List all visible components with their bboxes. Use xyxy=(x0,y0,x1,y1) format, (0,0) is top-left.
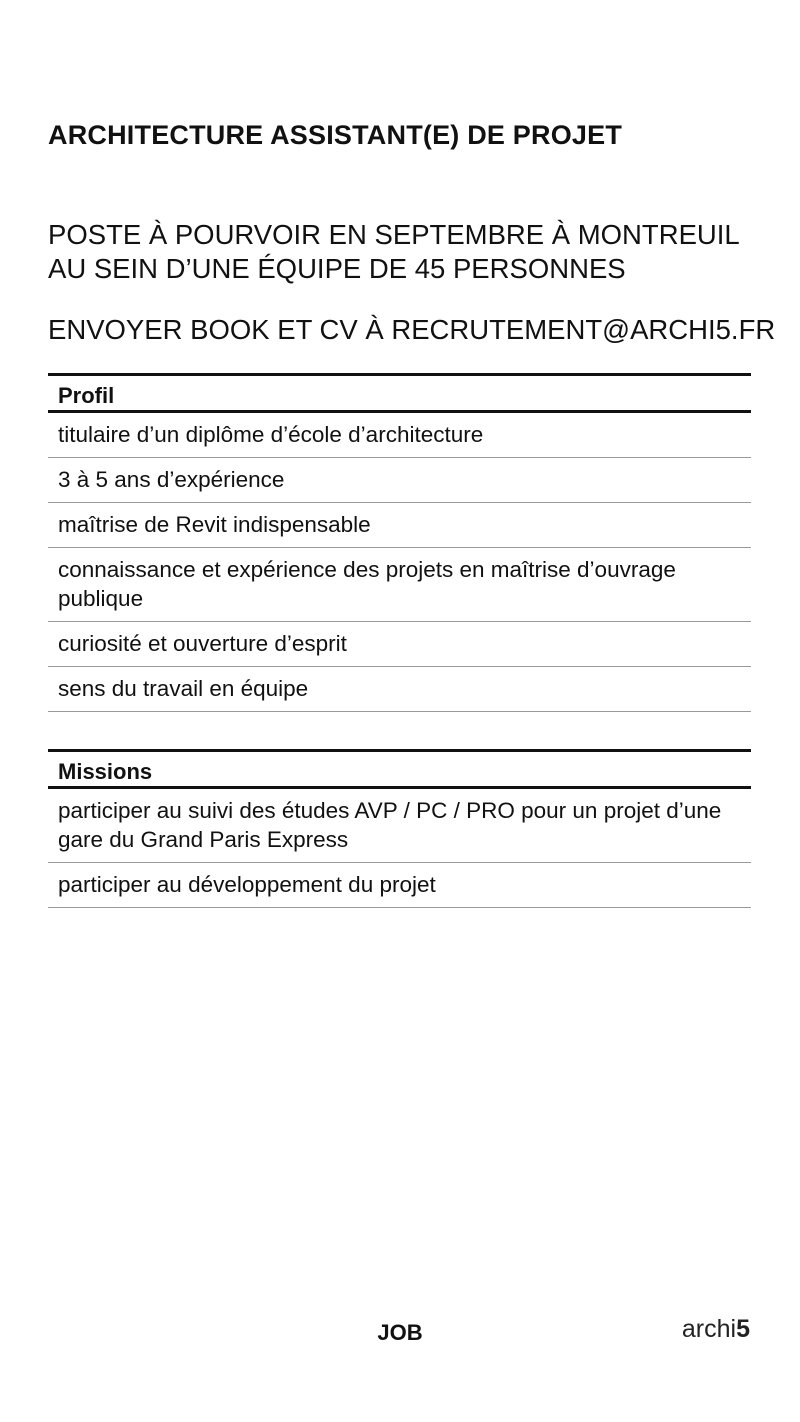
section-heading-missions: Missions xyxy=(48,749,751,789)
intro-line: POSTE À POURVOIR EN SEPTEMBRE À MONTREUIL xyxy=(48,219,740,250)
list-item: 3 à 5 ans d’expérience xyxy=(48,458,751,503)
list-item: participer au suivi des études AVP / PC / PRO pour un projet d’une gare du Grand Paris Express xyxy=(48,789,751,863)
profil-section xyxy=(48,373,751,712)
page-title: ARCHITECTURE ASSISTANT(E) DE PROJET xyxy=(48,120,623,150)
logo-text: archi xyxy=(681,1315,737,1343)
list-item: participer au développement du projet xyxy=(48,863,751,908)
list-item: titulaire d’un diplôme d’école d’architecture xyxy=(48,413,751,458)
list-item: maîtrise de Revit indispensable xyxy=(48,503,751,548)
footer-category-label: JOB xyxy=(377,1320,423,1345)
archi5-logo xyxy=(682,1315,750,1344)
intro-text xyxy=(48,218,740,286)
list-item: curiosité et ouverture d’esprit xyxy=(48,622,751,667)
section-heading-profil: Profil xyxy=(48,373,751,413)
contact-instructions: ENVOYER BOOK ET CV À RECRUTEMENT@ARCHI5.FR xyxy=(48,314,776,345)
missions-section xyxy=(48,749,751,908)
list-item: connaissance et expérience des projets en maîtrise d’ouvrage publique xyxy=(48,548,751,622)
intro-line: AU SEIN D’UNE ÉQUIPE DE 45 PERSONNES xyxy=(48,253,626,284)
logo-number: 5 xyxy=(736,1315,750,1343)
list-item: sens du travail en équipe xyxy=(48,667,751,712)
